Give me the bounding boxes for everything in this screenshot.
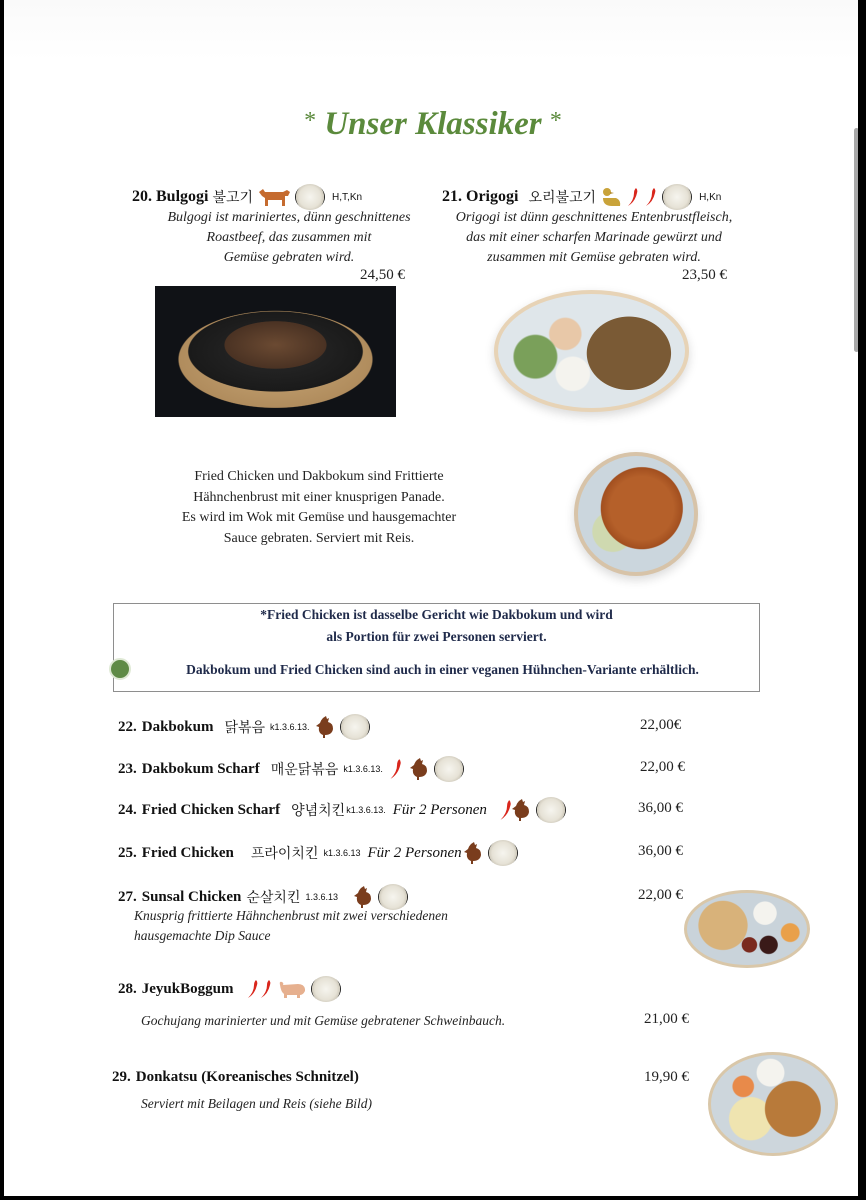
rice-bowl-icon	[662, 184, 692, 210]
chili-icon	[246, 977, 260, 1001]
info-note-box	[113, 603, 760, 692]
page-title-text: Unser Klassiker	[324, 106, 542, 142]
duck-icon	[600, 186, 622, 208]
menu-item-22-price: 22,00€	[640, 717, 682, 733]
allergen-codes: 1.3.6.13	[305, 892, 339, 902]
menu-item-29-price: 19,90 €	[644, 1069, 689, 1085]
sunsal-chicken-photo	[684, 890, 810, 968]
menu-item-21-description: Origogi ist dünn geschnittenes Entenbrustfleisch, das mit einer scharfen Marinade gewürzt und zusammen mit Gemüse gebraten wird.	[455, 210, 733, 265]
menu-item-29: 29. Donkatsu (Koreanisches Schnitzel)	[112, 1069, 359, 1085]
donkatsu-photo	[708, 1052, 838, 1156]
item-name: Dakbokum Scharf	[141, 760, 260, 777]
fried-chicken-photo	[574, 452, 698, 576]
rooster-icon	[315, 715, 335, 739]
item-korean-name: 프라이치킨	[250, 846, 319, 862]
allergen-codes: k1.3.6.13.	[346, 805, 386, 815]
chili-icon	[259, 977, 273, 1001]
menu-item-24-price: 36,00 €	[638, 800, 683, 816]
item-name: Fried Chicken Scharf	[141, 801, 281, 818]
allergen-codes: k1.3.6.13	[323, 848, 361, 858]
item-korean-name: 매운닭볶음	[270, 762, 339, 778]
menu-item-27-price: 22,00 €	[638, 887, 683, 903]
rooster-icon	[409, 757, 429, 781]
menu-item-27: 27. Sunsal Chicken 순살치킨 1.3.6.13	[118, 884, 408, 910]
menu-item-25-price: 36,00 €	[638, 843, 683, 859]
menu-item-22: 22. Dakbokum 닭볶음 k1.3.6.13.	[118, 714, 370, 740]
menu-item-20-price: 24,50 €	[360, 267, 405, 283]
allergen-codes: H,T,Kn	[332, 191, 363, 203]
allergen-codes: H,Kn	[699, 191, 722, 203]
menu-item-24: 24. Fried Chicken Scharf 양념치킨 k1.3.6.13. Für 2 Personen	[118, 797, 566, 823]
allergen-codes: k1.3.6.13.	[270, 722, 310, 732]
note-line-3: Dakbokum und Fried Chicken sind auch in einer veganen Hühnchen-Variante erhältlich.	[186, 662, 699, 677]
origogi-photo	[494, 290, 689, 412]
menu-item-21-price: 23,50 €	[682, 267, 727, 283]
portion-note: Für 2 Personen	[392, 801, 487, 818]
chili-icon	[388, 757, 404, 781]
vegan-badge-icon	[109, 658, 131, 680]
item-name: JeyukBoggum	[141, 980, 234, 997]
chili-icon	[644, 186, 658, 208]
item-name: Origogi	[466, 188, 519, 205]
menu-page	[4, 0, 858, 1196]
menu-item-27-description: Knusprig frittierte Hähnchenbrust mit zwei verschiedenen hausgemachte Dip Sauce	[134, 908, 448, 943]
item-korean-name: 순살치킨	[246, 890, 301, 906]
menu-item-21-header: 21. Origogi 오리불고기 H,Kn	[442, 184, 721, 210]
chili-icon	[626, 186, 640, 208]
rice-bowl-icon	[488, 840, 518, 866]
note-line-1: *Fried Chicken ist dasselbe Gericht wie Dakbokum und wird	[260, 607, 613, 622]
rooster-icon	[511, 798, 531, 822]
menu-item-28-price: 21,00 €	[644, 1011, 689, 1027]
item-name: Fried Chicken	[141, 844, 234, 861]
menu-item-20-description: Bulgogi ist mariniertes, dünn geschnittenes Roastbeef, das zusammen mit Gemüse gebraten wird.	[167, 210, 411, 265]
item-korean-name: 오리불고기	[528, 190, 597, 206]
rice-bowl-icon	[536, 797, 566, 823]
item-korean-name: 양념치킨	[291, 803, 346, 819]
menu-item-23: 23. Dakbokum Scharf 매운닭볶음 k1.3.6.13.	[118, 756, 464, 782]
rooster-icon	[463, 841, 483, 865]
item-korean-name: 닭볶음	[224, 720, 266, 736]
item-name: Sunsal Chicken	[141, 888, 242, 905]
menu-item-28: 28. JeyukBoggum	[118, 976, 341, 1002]
item-korean-name: 불고기	[212, 190, 254, 206]
item-name: Dakbokum	[141, 718, 214, 735]
rice-bowl-icon	[311, 976, 341, 1002]
vertical-scrollbar[interactable]	[854, 128, 858, 352]
menu-item-28-description: Gochujang marinierter und mit Gemüse gebratener Schweinbauch.	[141, 1013, 506, 1028]
menu-item-23-price: 22,00 €	[640, 759, 685, 775]
pig-icon	[278, 979, 306, 999]
menu-item-20-header: 20. Bulgogi 불고기 H,T,Kn	[132, 184, 362, 210]
rice-bowl-icon	[295, 184, 325, 210]
fried-chicken-description: Fried Chicken und Dakbokum sind Frittierte Hähnchenbrust mit einer knusprigen Panade. Es wird im Wok mit Gemüse und hausgemachter Sauce gebraten. Serviert mit Reis.	[181, 469, 457, 546]
top-fade	[4, 0, 858, 60]
page-title: * Unser Klassiker *	[304, 106, 562, 142]
item-name: Donkatsu (Koreanisches Schnitzel)	[135, 1069, 359, 1085]
menu-item-29-description: Serviert mit Beilagen und Reis (siehe Bild)	[141, 1096, 372, 1111]
menu-item-25: 25. Fried Chicken 프라이치킨 k1.3.6.13 Für 2 Personen	[118, 840, 518, 866]
rice-bowl-icon	[434, 756, 464, 782]
allergen-codes: k1.3.6.13.	[343, 764, 383, 774]
cow-icon	[257, 186, 291, 208]
note-line-2: als Portion für zwei Personen serviert.	[326, 629, 547, 644]
rice-bowl-icon	[340, 714, 370, 740]
bulgogi-photo	[155, 286, 396, 417]
item-name: Bulgogi	[156, 188, 209, 205]
portion-note: Für 2 Personen	[367, 844, 462, 861]
